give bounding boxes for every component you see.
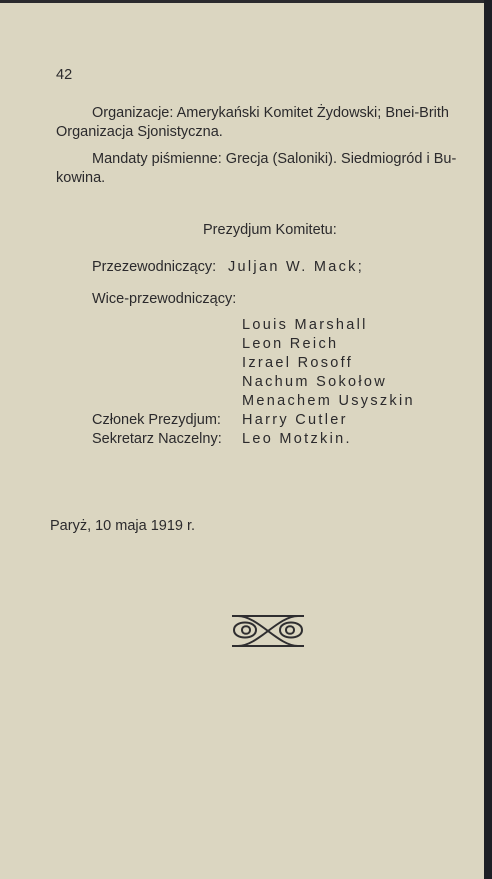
vice-chairman-name: Menachem Usyszkin: [242, 393, 415, 409]
presidium-member-name: Harry Cutler: [242, 412, 348, 428]
page-right-edge: [484, 0, 492, 879]
dateline: Paryż, 10 maja 1919 r.: [50, 518, 196, 534]
presidium-member-label: Członek Prezydjum:: [92, 412, 221, 428]
presidium-heading: Prezydjum Komitetu:: [203, 222, 337, 238]
chairman-name: Juljan W. Mack;: [228, 259, 365, 275]
vice-chairman-name: Nachum Sokołow: [242, 374, 388, 390]
art-nouveau-ornament-icon: [228, 610, 308, 652]
vice-chairman-name: Louis Marshall: [242, 317, 368, 333]
organizations-line-1: Organizacje: Amerykański Komitet Żydowski; Bnei-Brith: [92, 105, 449, 121]
secretary-name: Leo Motzkin.: [242, 431, 352, 447]
page-top-edge: [0, 0, 492, 3]
vice-chairman-label: Wice-przewodniczący:: [92, 291, 237, 307]
secretary-label: Sekretarz Naczelny:: [92, 431, 222, 447]
vice-chairman-name: Izrael Rosoff: [242, 355, 354, 371]
chairman-label: Przezewodniczący:: [92, 259, 217, 275]
page-number: 42: [56, 67, 73, 83]
organizations-line-2: Organizacja Sjonistyczna.: [56, 124, 223, 140]
vice-chairman-name: Leon Reich: [242, 336, 339, 352]
mandates-line-2: kowina.: [56, 170, 106, 186]
mandates-line-1: Mandaty piśmienne: Grecja (Saloniki). Siedmiogród i Bu-: [92, 151, 457, 167]
